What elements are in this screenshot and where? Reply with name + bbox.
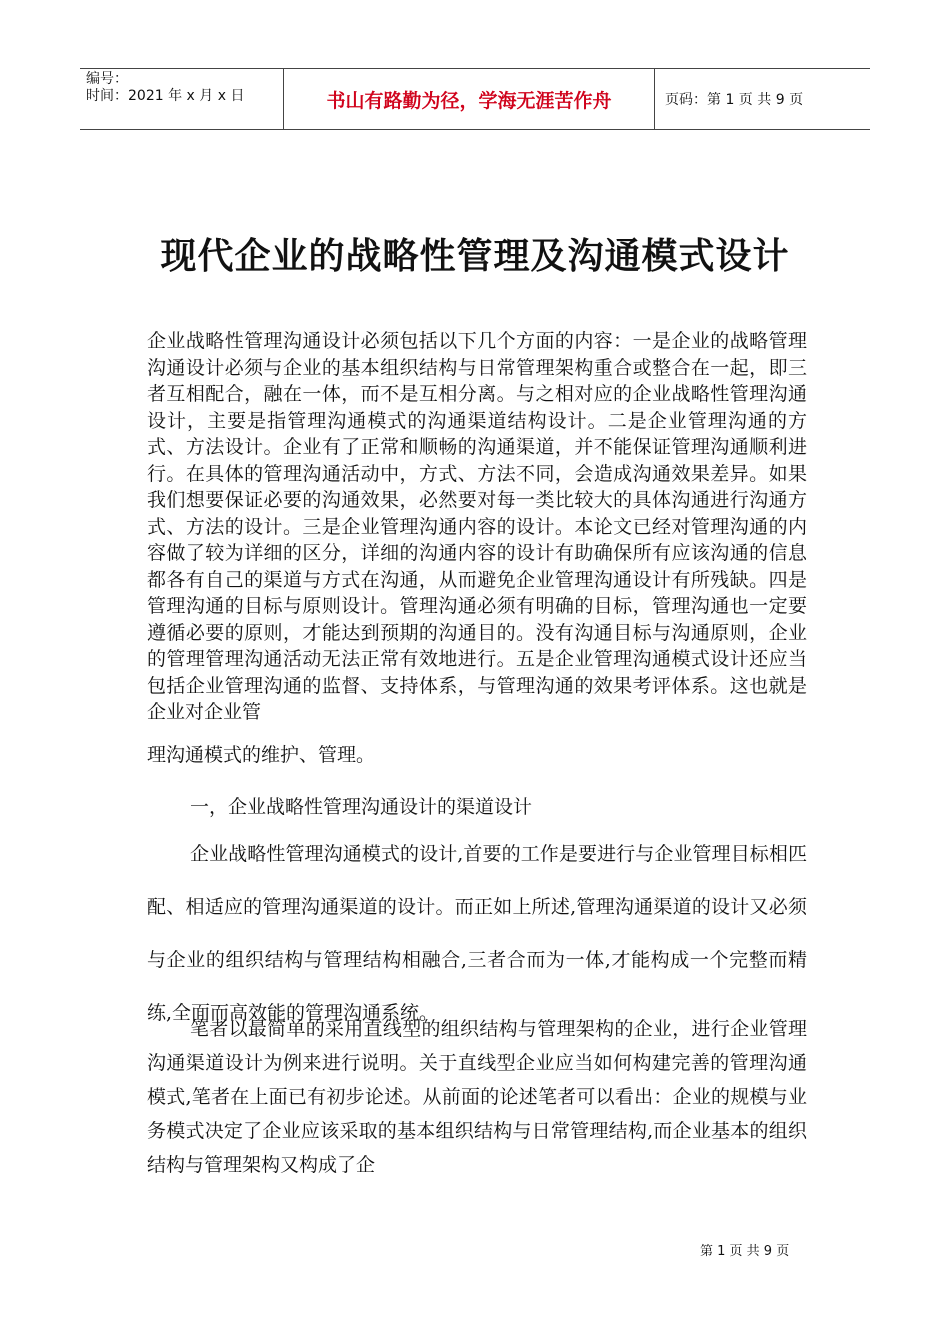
section-heading: 一，企业战略性管理沟通设计的渠道设计 (190, 796, 533, 818)
document-time-label: 时间：2021 年 x 月 x 日 (86, 88, 245, 104)
paragraph-1: 企业战略性管理沟通设计必须包括以下几个方面的内容：一是企业的战略管理沟通设计必须与企业的基本组织结构与日常管理架构重合或整合在一起，即三者互相配合，融在一体，而不是互相分离。与之相对应的企业战略性管理沟通设计，主要是指管理沟通模式的沟通渠道结构设计。二是企业管理沟通的方式、方法设计。企业有了正常和顺畅的沟通渠道，并不能保证管理沟通顺利进行。在具体的管理沟通活动中，方式、方法不同，会造成沟通效果差异。如果我们想要保证必要的沟通效果，必然要对每一类比较大的具体沟通进行沟通方式、方法的设计。三是企业管理沟通内容的设计。本论文已经对管理沟通的内容做了较为详细的区分，详细的沟通内容的设计有助确保所有应该沟通的信息都各有自己的渠道与方式在沟通，从而避免企业管理沟通设计有所残缺。四是管理沟通的目标与原则设计。管理沟通必须有明确的目标，管理沟通也一定要遵循必要的原则，才能达到预期的沟通目的。没有沟通目标与沟通原则，企业的管理管理沟通活动无法正常有效地进行。五是企业管理沟通模式设计还应当包括企业管理沟通的监督、支持体系，与管理沟通的效果考评体系。这也就是企业对企业管 (147, 330, 807, 723)
document-number-label: 编号： (86, 71, 128, 87)
header-motto: 书山有路勤为径，学海无涯苦作舟 (283, 69, 655, 129)
document-title: 现代企业的战略性管理及沟通模式设计 (160, 236, 790, 277)
footer-page-info: 第 1 页 共 9 页 (700, 1244, 790, 1259)
paragraph-3: 笔者以最简单的采用直线型的组织结构与管理架构的企业，进行企业管理沟通渠道设计为例来进行说明。关于直线型企业应当如何构建完善的管理沟通模式,笔者在上面已有初步论述。从前面的论述笔者可以看出：企业的规模与业务模式决定了企业应该采取的基本组织结构与日常管理结构,而企业基本的组织结构与管理架构又构成了企 (147, 1018, 807, 1176)
header-page-info: 页码：第 1 页 共 9 页 (665, 92, 804, 108)
header-table (80, 68, 870, 130)
header-left-cell (80, 69, 283, 129)
paragraph-1-end: 理沟通模式的维护、管理。 (147, 744, 376, 766)
paragraph-2: 企业战略性管理沟通模式的设计,首要的工作是要进行与企业管理目标相匹配、相适应的管理沟通渠道的设计。而正如上所述,管理沟通渠道的设计又必须与企业的组织结构与管理结构相融合,三者合而为一体,才能构成一个完整而精练,全面而高效能的管理沟通系统。 (147, 843, 807, 1024)
